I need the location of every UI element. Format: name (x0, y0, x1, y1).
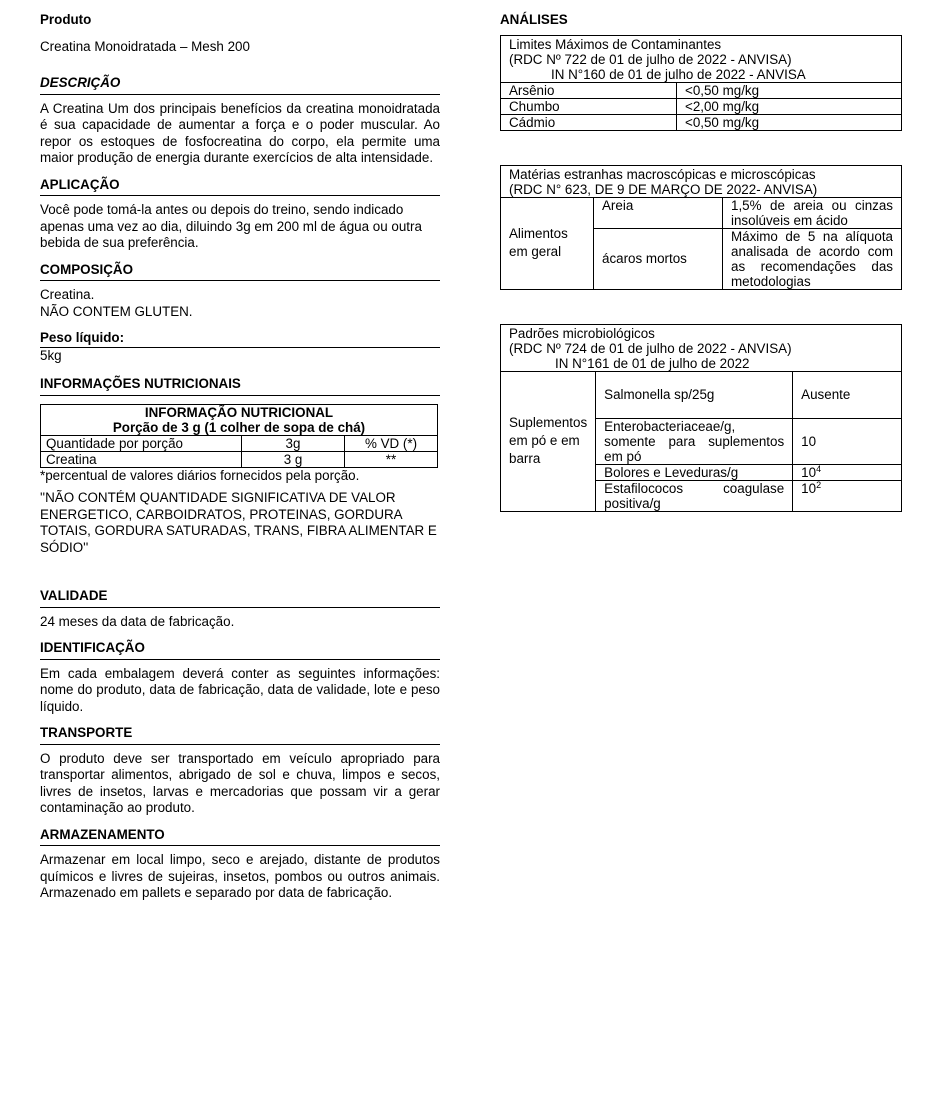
table-cell: Creatina (41, 451, 242, 467)
table-cell: Enterobacteriaceae/g, somente para suplementos em pó (596, 418, 793, 464)
contaminantes-title: Limites Máximos de Contaminantes (509, 36, 722, 52)
aplicacao-heading: APLICAÇÃO (40, 177, 440, 197)
table-cell: ** (345, 451, 438, 467)
info-nutricionais-heading: INFORMAÇÕES NUTRICIONAIS (40, 376, 440, 396)
microbiologicos-table (500, 324, 902, 512)
table-row (501, 371, 902, 418)
right-column (500, 12, 902, 512)
nutrition-footnote: *percentual de valores diários fornecidos pela porção. (40, 467, 360, 483)
materias-header (501, 165, 902, 197)
table-cell: % VD (*) (345, 435, 438, 451)
table-cell: 3g (242, 435, 345, 451)
materias-table (500, 165, 902, 290)
transporte-heading: TRANSPORTE (40, 725, 440, 745)
identificacao-heading: IDENTIFICAÇÃO (40, 640, 440, 660)
nutrition-table-subtitle: Porção de 3 g (1 colher de sopa de chá) (112, 419, 366, 435)
composicao-heading: COMPOSIÇÃO (40, 262, 440, 282)
table-row (41, 435, 438, 451)
armazenamento-heading: ARMAZENAMENTO (40, 827, 440, 847)
table-row (41, 451, 438, 467)
contaminantes-header (501, 35, 902, 82)
descricao-text: A Creatina Um dos principais benefícios da creatina monoidratada é sua capacidade de aumentar a força e o poder muscular. Ao repor os estoques de fosfocreatina do corpo, ela permite uma maior produção de energia durante exercícios de alta intensidade. (40, 100, 440, 165)
peso-heading: Peso líquido: (40, 330, 440, 348)
value-exponent: 4 (816, 463, 822, 474)
table-cell: 3 g (242, 451, 345, 467)
table-row (501, 98, 902, 114)
composicao-line2: NÃO CONTEM GLUTEN. (40, 303, 193, 319)
nutrition-table (40, 404, 438, 468)
table-cell: Arsênio (501, 82, 677, 98)
aplicacao-text: Você pode tomá-la antes ou depois do treino, sendo indicado apenas uma vez ao dia, diluindo 3g em 200 ml de água ou outra bebida de sua preferência. (40, 202, 422, 250)
table-cell: 10 (793, 418, 902, 464)
contaminantes-table (500, 35, 902, 131)
table-cell: Quantidade por porção (41, 435, 242, 451)
contaminantes-rdc: (RDC Nº 722 de 01 de julho de 2022 - ANVISA) (509, 51, 792, 67)
table-cell (793, 480, 902, 511)
table-row (501, 82, 902, 98)
microbiologicos-title: Padrões microbiológicos (509, 325, 655, 341)
produto-heading: Produto (40, 12, 92, 27)
value-base: 10 (801, 464, 817, 480)
produto-value: Creatina Monoidratada – Mesh 200 (40, 38, 250, 54)
identificacao-text: Em cada embalagem deverá conter as seguintes informações: nome do produto, data de fabricação, data de validade, lote e peso líquido. (40, 665, 440, 714)
table-row (501, 197, 902, 228)
table-cell: Salmonella sp/25g (596, 371, 793, 418)
nutrition-statement: ''NÃO CONTÉM QUANTIDADE SIGNIFICATIVA DE VALOR ENERGETICO, CARBOIDRATOS, PROTEINAS, GORDURA TOTAIS, GORDURA SATURADAS, TRANS, FIBRA ALIMENTAR E SÓDIO'' (40, 490, 437, 555)
descricao-heading: DESCRIÇÃO (40, 75, 440, 95)
peso-value: 5kg (40, 347, 62, 363)
table-cell: Cádmio (501, 114, 677, 130)
contaminantes-in: IN N°160 de 01 de julho de 2022 - ANVISA (551, 66, 806, 82)
validade-text: 24 meses da data de fabricação. (40, 613, 235, 629)
table-row (501, 114, 902, 130)
composicao-line1: Creatina. (40, 287, 95, 302)
microbiologicos-group: Suplementos em pó e em barra (501, 371, 596, 511)
armazenamento-text: Armazenar em local limpo, seco e arejado, distante de produtos químicos e livres de sujeiras, insetos, pombos ou outros animais. Armazenado em pallets e separado por data de fabricação. (40, 852, 440, 900)
materias-rdc: (RDC N° 623, DE 9 DE MARÇO DE 2022- ANVISA) (509, 181, 818, 197)
table-cell (793, 464, 902, 480)
value-base: 10 (801, 480, 817, 496)
table-cell: <2,00 mg/kg (677, 98, 902, 114)
value-exponent: 2 (816, 479, 822, 490)
validade-heading: VALIDADE (40, 588, 440, 608)
materias-group: Alimentos em geral (501, 197, 594, 289)
table-cell: 1,5% de areia ou cinzas insolúveis em ácido (723, 197, 902, 228)
table-cell (596, 480, 793, 511)
table-cell: Máximo de 5 na alíquota analisada de acordo com as recomendações das metodologias (723, 228, 902, 289)
table-cell: <0,50 mg/kg (677, 114, 902, 130)
table-cell: Ausente (793, 371, 902, 418)
table-cell: Areia (594, 197, 723, 228)
table-cell: <0,50 mg/kg (677, 82, 902, 98)
left-column (40, 12, 440, 902)
microbiologicos-header (501, 324, 902, 371)
label-text: Estafilococos coagulase positiva/g (604, 480, 785, 511)
microbiologicos-in: IN N°161 de 01 de julho de 2022 (555, 355, 750, 371)
table-cell: Chumbo (501, 98, 677, 114)
materias-title: Matérias estranhas macroscópicas e microscópicas (509, 166, 816, 182)
nutrition-table-header (41, 404, 438, 435)
table-cell: Bolores e Leveduras/g (596, 464, 793, 480)
nutrition-table-title: INFORMAÇÃO NUTRICIONAL (144, 404, 334, 420)
transporte-text: O produto deve ser transportado em veículo apropriado para transportar alimentos, abrigado de sol e chuva, limpos e secos, livres de insetos, larvas e mercadorias que possam vir a gerar contaminação ao produto. (40, 750, 440, 815)
table-cell: ácaros mortos (594, 228, 723, 289)
analises-heading: ANÁLISES (500, 12, 568, 27)
microbiologicos-rdc: (RDC Nº 724 de 01 de julho de 2022 - ANVISA) (509, 340, 792, 356)
